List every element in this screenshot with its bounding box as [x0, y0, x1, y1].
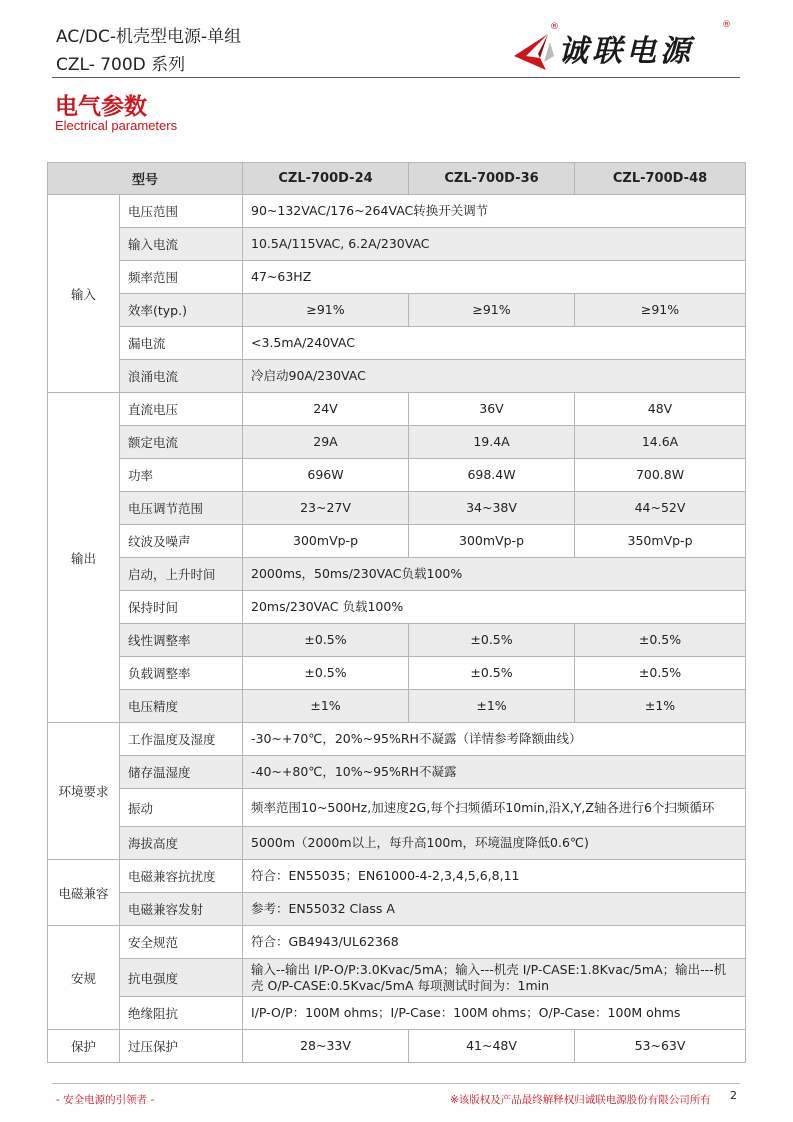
param-value: ≥91%	[575, 294, 746, 327]
param-value: 41~48V	[409, 1030, 575, 1063]
logo-registered-mark-2: ®	[722, 20, 731, 30]
table-row	[48, 827, 746, 860]
param-label: 抗电强度	[120, 959, 243, 997]
doc-series-model: CZL- 700D 系列	[56, 55, 186, 75]
param-label: 功率	[120, 459, 243, 492]
param-value: ±0.5%	[575, 624, 746, 657]
group-emc: 电磁兼容	[48, 860, 120, 926]
table-row	[48, 459, 746, 492]
table-row	[48, 657, 746, 690]
param-label: 安全规范	[120, 926, 243, 959]
table-row	[48, 893, 746, 926]
param-label: 电压范围	[120, 195, 243, 228]
param-value: ±0.5%	[575, 657, 746, 690]
param-value: 14.6A	[575, 426, 746, 459]
table-row	[48, 591, 746, 624]
param-value: 参考：EN55032 Class A	[243, 893, 746, 926]
section-subtitle: Electrical parameters	[55, 118, 178, 133]
table-row	[48, 723, 746, 756]
param-label: 电磁兼容抗扰度	[120, 860, 243, 893]
param-value: 24V	[243, 393, 409, 426]
param-label: 过压保护	[120, 1030, 243, 1063]
param-value: 29A	[243, 426, 409, 459]
param-value: 53~63V	[575, 1030, 746, 1063]
group-environment: 环境要求	[48, 723, 120, 860]
table-row	[48, 393, 746, 426]
model-col-3: CZL-700D-48	[575, 163, 746, 195]
param-label: 储存温湿度	[120, 756, 243, 789]
table-row	[48, 195, 746, 228]
param-value: 696W	[243, 459, 409, 492]
param-value: 47~63HZ	[243, 261, 746, 294]
group-safety: 安规	[48, 926, 120, 1030]
param-label: 启动，上升时间	[120, 558, 243, 591]
param-value: ±0.5%	[243, 624, 409, 657]
table-row	[48, 1030, 746, 1063]
param-value: 输入--输出 I/P-O/P:3.0Kvac/5mA；输入---机壳 I/P-CASE:1.8Kvac/5mA；输出---机壳 O/P-CASE:0.5Kvac/5mA 每项测试时间为：1min	[243, 959, 746, 997]
table-row	[48, 756, 746, 789]
param-value: 符合：GB4943/UL62368	[243, 926, 746, 959]
param-label: 效率(typ.)	[120, 294, 243, 327]
param-value: 5000m（2000m以上，每升高100m，环境温度降低0.6℃)	[243, 827, 746, 860]
param-value: 44~52V	[575, 492, 746, 525]
footer-copyright: ※该版权及产品最终解释权归诚联电源股份有限公司所有	[450, 1094, 711, 1106]
param-value: ≥91%	[243, 294, 409, 327]
param-value: 698.4W	[409, 459, 575, 492]
section-title: 电气参数	[55, 94, 147, 120]
doc-series-title: AC/DC-机壳型电源-单组	[56, 27, 242, 47]
param-label: 直流电压	[120, 393, 243, 426]
group-input: 输入	[48, 195, 120, 393]
param-value: 23~27V	[243, 492, 409, 525]
param-value: 90~132VAC/176~264VAC转换开关调节	[243, 195, 746, 228]
model-col-2: CZL-700D-36	[409, 163, 575, 195]
table-row	[48, 492, 746, 525]
table-row	[48, 624, 746, 657]
table-row	[48, 525, 746, 558]
param-value: I/P-O/P：100M ohms；I/P-Case：100M ohms；O/P-Case：100M ohms	[243, 997, 746, 1030]
table-row	[48, 789, 746, 827]
param-label: 电磁兼容发射	[120, 893, 243, 926]
table-row	[48, 327, 746, 360]
header-divider	[52, 77, 740, 78]
param-label: 频率范围	[120, 261, 243, 294]
param-value: 350mVp-p	[575, 525, 746, 558]
table-row	[48, 360, 746, 393]
param-value: 2000ms，50ms/230VAC负载100%	[243, 558, 746, 591]
param-value: 48V	[575, 393, 746, 426]
param-value: ±1%	[575, 690, 746, 723]
group-protection: 保护	[48, 1030, 120, 1063]
logo-text: 诚联电源	[558, 34, 694, 69]
param-label: 负载调整率	[120, 657, 243, 690]
param-value: 20ms/230VAC 负载100%	[243, 591, 746, 624]
param-label: 电压精度	[120, 690, 243, 723]
param-value: 34~38V	[409, 492, 575, 525]
param-label: 额定电流	[120, 426, 243, 459]
param-value: ±0.5%	[409, 657, 575, 690]
table-row	[48, 261, 746, 294]
param-value: ±1%	[409, 690, 575, 723]
param-value: 冷启动90A/230VAC	[243, 360, 746, 393]
param-label: 线性调整率	[120, 624, 243, 657]
param-value: 300mVp-p	[243, 525, 409, 558]
param-label: 振动	[120, 789, 243, 827]
footer-slogan: - 安全电源的引领者 -	[56, 1094, 155, 1106]
table-row	[48, 860, 746, 893]
param-value: 频率范围10~500Hz,加速度2G,每个扫频循环10min,沿X,Y,Z轴各进行6个扫频循环	[243, 789, 746, 827]
model-header: 型号	[48, 163, 243, 195]
electrical-parameters-table	[47, 162, 746, 1063]
param-value: 28~33V	[243, 1030, 409, 1063]
table-row	[48, 426, 746, 459]
table-row	[48, 997, 746, 1030]
param-value: ±0.5%	[409, 624, 575, 657]
param-value: -30~+70℃，20%~95%RH不凝露（详情参考降额曲线）	[243, 723, 746, 756]
param-value: <3.5mA/240VAC	[243, 327, 746, 360]
param-value: ±0.5%	[243, 657, 409, 690]
param-label: 海拔高度	[120, 827, 243, 860]
logo-mark-icon	[510, 32, 558, 72]
param-value: 700.8W	[575, 459, 746, 492]
param-value: ≥91%	[409, 294, 575, 327]
param-value: ±1%	[243, 690, 409, 723]
table-row	[48, 926, 746, 959]
table-header-row	[48, 163, 746, 195]
param-value: 300mVp-p	[409, 525, 575, 558]
param-label: 浪涌电流	[120, 360, 243, 393]
param-label: 工作温度及湿度	[120, 723, 243, 756]
param-label: 输入电流	[120, 228, 243, 261]
param-label: 漏电流	[120, 327, 243, 360]
group-output: 输出	[48, 393, 120, 723]
param-value: 19.4A	[409, 426, 575, 459]
param-value: 符合：EN55035；EN61000-4-2,3,4,5,6,8,11	[243, 860, 746, 893]
table-row	[48, 690, 746, 723]
page-number: 2	[730, 1089, 737, 1102]
param-label: 绝缘阻抗	[120, 997, 243, 1030]
logo-registered-mark: ®	[550, 22, 559, 32]
table-row	[48, 558, 746, 591]
param-label: 电压调节范围	[120, 492, 243, 525]
param-value: 10.5A/115VAC, 6.2A/230VAC	[243, 228, 746, 261]
table-row	[48, 959, 746, 997]
model-col-1: CZL-700D-24	[243, 163, 409, 195]
param-value: -40~+80℃，10%~95%RH不凝露	[243, 756, 746, 789]
param-value: 36V	[409, 393, 575, 426]
brand-logo	[510, 18, 740, 76]
param-label: 纹波及噪声	[120, 525, 243, 558]
table-row	[48, 228, 746, 261]
footer-divider	[52, 1083, 740, 1084]
param-label: 保持时间	[120, 591, 243, 624]
table-row	[48, 294, 746, 327]
